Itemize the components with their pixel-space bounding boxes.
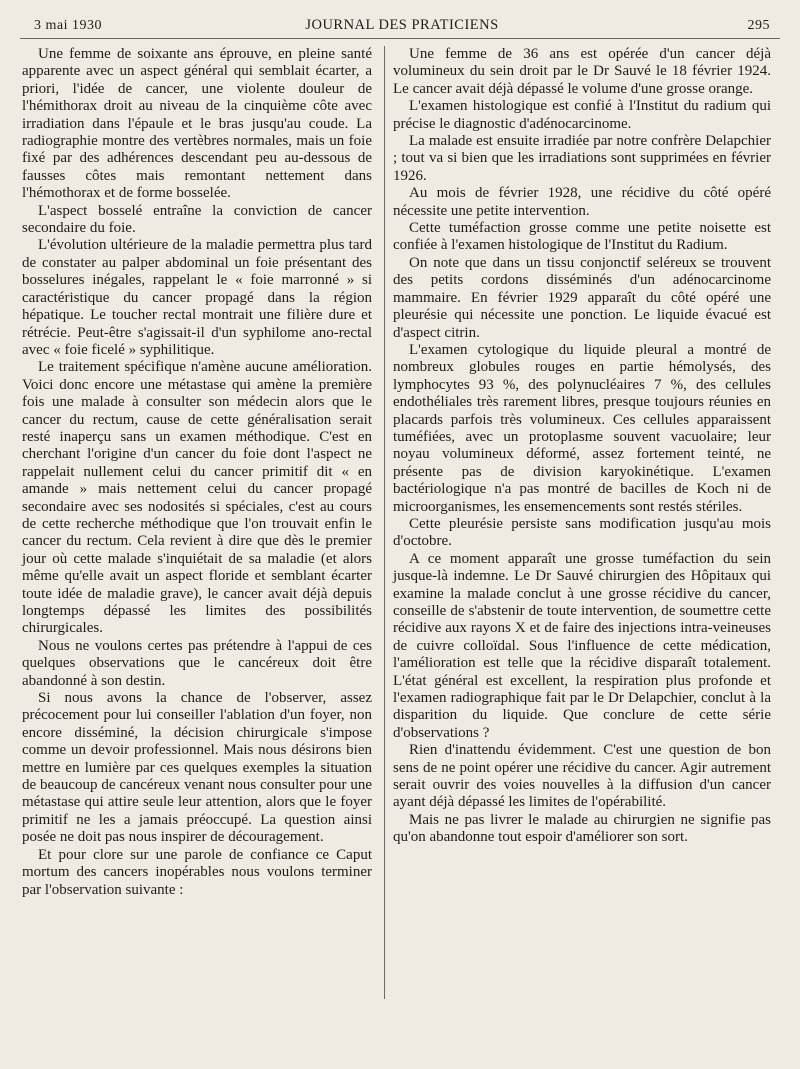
paragraph: Au mois de février 1928, une récidive du côté opéré nécessite une petite intervention. bbox=[393, 185, 771, 219]
left-column bbox=[22, 46, 372, 899]
paragraph: Le traitement spécifique n'amène aucune amélioration. Voici donc encore une métastase qui amène la première fois une malade à consulter son médecin alors que le cancer du rectum, cause de cette généralisation serait resté inaperçu sans un examen méthodique. C'est en cherchant l'origine d'un cancer du foie dont l'aspect ne rappelait nullement celui du cancer primitif dit « en amande » mais nettement celui du cancer propagé secondaire avec ses nodosités si spéciales, c'est au cours de cette recherche méthodique que l'on trouvait enfin le cancer du rectum. Cela revient à dire que dès le premier jour où cette malade s'inquiétait de sa maladie (et alors même qu'elle avait un aspect floride et semblant écarter toute idée de maladie grave), le cancer avait déjà depuis longtemps dépassé les limites des possibilités chirurgicales. bbox=[22, 359, 372, 637]
paragraph: Une femme de soixante ans éprouve, en pleine santé apparente avec un aspect général qui semblait écarter, a priori, l'idée de cancer, une violente douleur de l'hémithorax droit au niveau de la cinquième côte avec irradiation dans l'épaule et le bras jusqu'au coude. La radiographie montre des vertèbres normales, mais un foie fixé par des adhérences descendant peu au-dessous de fausses côtes mais remontant nettement dans l'hémothorax et de forme bosselée. bbox=[22, 46, 372, 202]
paragraph: A ce moment apparaît une grosse tuméfaction du sein jusque-là indemne. Le Dr Sauvé chirurgien des Hôpitaux qui examine la malade conclut à une grosse récidive du cancer, conseille de s'abstenir de toute intervention, de soumettre cette récidive aux rayons X et de faire des injections intra-veineuses de cuivre colloïdal. Sous l'influence de cette médication, l'amélioration est telle que la récidive disparaît totalement. L'état général est excellent, la respiration plus profonde et l'examen radiographique fait par le Dr Delapchier, conclut à la disparition du liquide. Que conclure de cette série d'observations ? bbox=[393, 550, 771, 741]
page-header bbox=[34, 12, 770, 38]
page-number: 295 bbox=[747, 18, 770, 33]
header-rule bbox=[20, 38, 780, 39]
paragraph: Cette pleurésie persiste sans modification jusqu'au mois d'octobre. bbox=[393, 515, 771, 550]
issue-date: 3 mai 1930 bbox=[34, 18, 102, 33]
paragraph: Rien d'inattendu évidemment. C'est une question de bon sens de ne point opérer une récidive du cancer. Agir autrement serait ouvrir des voies nouvelles à la diffusion d'un cancer ayant déjà dépassé les limites de l'opérabilité. bbox=[393, 742, 771, 811]
paragraph: Cette tuméfaction grosse comme une petite noisette est confiée à l'examen histologique de l'Institut du Radium. bbox=[393, 220, 771, 254]
paragraph: Une femme de 36 ans est opérée d'un cancer déjà volumineux du sein droit par le Dr Sauvé le 18 février 1924. Le cancer avait déjà dépassé le volume d'une grosse orange. bbox=[393, 46, 771, 97]
paragraph: L'examen histologique est confié à l'Institut du radium qui précise le diagnostic d'adénocarcinome. bbox=[393, 98, 771, 132]
column-divider bbox=[384, 46, 385, 999]
paragraph: On note que dans un tissu conjonctif seléreux se trouvent des petits cordons disséminés d'un adénocarcinome mammaire. En février 1929 apparaît du côté opéré une pleurésie qui nécessite une ponction. Le liquide évacué est d'aspect citrin. bbox=[393, 254, 771, 341]
paragraph: Nous ne voulons certes pas prétendre à l'appui de ces quelques observations que le cancéreux doit être abandonné à son destin. bbox=[22, 637, 372, 689]
journal-title: JOURNAL DES PRATICIENS bbox=[305, 17, 499, 33]
paragraph: Et pour clore sur une parole de confiance ce Caput mortum des cancers inopérables nous voulons terminer par l'observation suivante : bbox=[22, 846, 372, 898]
right-column bbox=[393, 46, 771, 847]
paragraph: Si nous avons la chance de l'observer, assez précocement pour lui conseiller l'ablation d'un foyer, non encore disséminé, la décision chirurgicale s'impose comme un devoir professionnel. Mais nous désirons bien mettre en lumière par ces quelques exemples la situation de beaucoup de cancéreux venant nous consulter pour une métastase qui attire seule leur attention, alors que le foyer primitif ne les a jamais préoccupé. La question ainsi posée ne doit pas nous inspirer de découragement. bbox=[22, 690, 372, 846]
paragraph: L'évolution ultérieure de la maladie permettra plus tard de constater au palper abdominal un foie présentant des bosselures inégales, rappelant le « foie marronné » si caractéristique du cancer propagé dans la région hépatique. Le toucher rectal montrait une filière dure et rétrécie. Peut-être s'agissait-il d'un syphilome ano-rectal avec « foie ficelé » syphilitique. bbox=[22, 237, 372, 358]
paragraph: Mais ne pas livrer le malade au chirurgien ne signifie pas qu'on abandonne tout espoir d'améliorer son sort. bbox=[393, 811, 771, 846]
paragraph: La malade est ensuite irradiée par notre confrère Delapchier ; tout va si bien que les irradiations sont supprimées en février 1926. bbox=[393, 133, 771, 184]
paragraph: L'examen cytologique du liquide pleural a montré de nombreux globules rouges en partie hémolysés, des lymphocytes 93 %, des polynucléaires 7 %, des cellules endothéliales très rarement libres, presque toujours réunies en placards parfois très volumineux. Ces cellules apparaissent tuméfiées, avec un protoplasme souvent vacuolaire; leur noyau volumineux déformé, assez fortement teinté, ne présente pas de division karyokinétique. L'examen bactériologique n'a pas montré de bacilles de Koch ni de microorganismes, les ensemencements sont restés stériles. bbox=[393, 341, 771, 515]
paragraph: L'aspect bosselé entraîne la conviction de cancer secondaire du foie. bbox=[22, 202, 372, 237]
